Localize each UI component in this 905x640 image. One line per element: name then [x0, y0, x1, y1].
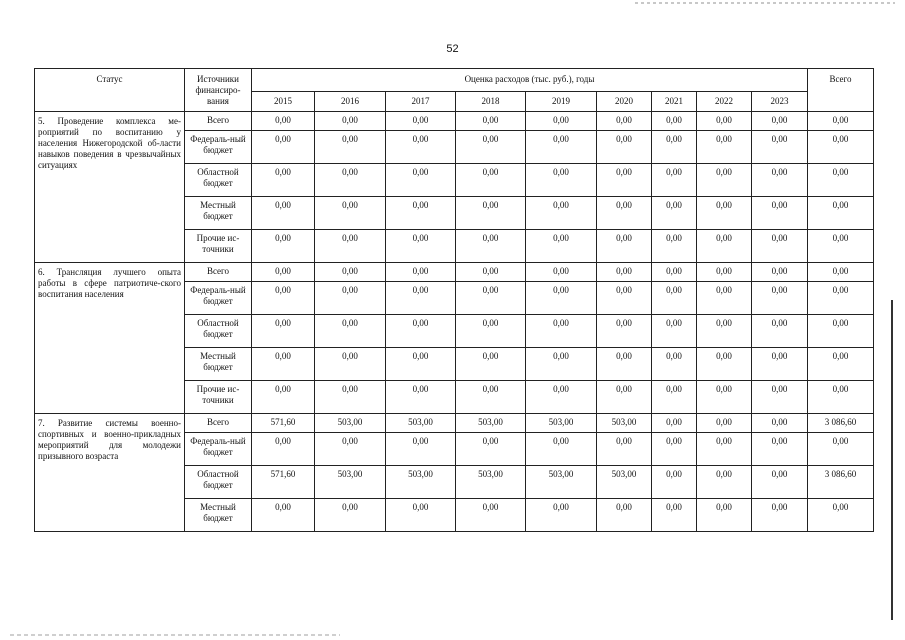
value-cell: 0,00 [752, 197, 808, 230]
header-year: 2018 [456, 92, 526, 112]
value-cell: 0,00 [752, 499, 808, 532]
value-cell: 0,00 [252, 315, 315, 348]
source-cell: Всего [185, 263, 252, 282]
value-cell: 0,00 [652, 315, 697, 348]
value-cell: 0,00 [652, 348, 697, 381]
page-number: 52 [446, 43, 459, 55]
scan-artifact-right [891, 300, 893, 620]
header-sources: Источники финансиро-вания [185, 69, 252, 112]
status-cell: 7. Развитие системы военно-спортивных и военно-прикладных мероприятий для молодежи призывного возраста [35, 414, 185, 532]
value-cell: 0,00 [752, 282, 808, 315]
value-cell: 0,00 [315, 499, 386, 532]
value-cell: 0,00 [697, 433, 752, 466]
budget-table [34, 68, 874, 532]
total-cell: 0,00 [808, 499, 874, 532]
value-cell: 0,00 [456, 348, 526, 381]
value-cell: 571,60 [252, 466, 315, 499]
value-cell: 0,00 [386, 230, 456, 263]
value-cell: 503,00 [386, 466, 456, 499]
value-cell: 0,00 [526, 315, 597, 348]
value-cell: 0,00 [752, 433, 808, 466]
value-cell: 0,00 [652, 381, 697, 414]
value-cell: 503,00 [526, 466, 597, 499]
value-cell: 0,00 [697, 348, 752, 381]
value-cell: 0,00 [252, 381, 315, 414]
value-cell: 0,00 [456, 112, 526, 131]
header-year: 2017 [386, 92, 456, 112]
value-cell: 0,00 [597, 263, 652, 282]
value-cell: 0,00 [652, 164, 697, 197]
total-cell: 0,00 [808, 315, 874, 348]
value-cell: 571,60 [252, 414, 315, 433]
value-cell: 0,00 [597, 164, 652, 197]
value-cell: 0,00 [386, 112, 456, 131]
value-cell: 0,00 [597, 381, 652, 414]
total-cell: 0,00 [808, 263, 874, 282]
table-row [35, 112, 874, 131]
value-cell: 0,00 [526, 282, 597, 315]
value-cell: 503,00 [315, 466, 386, 499]
value-cell: 503,00 [597, 466, 652, 499]
value-cell: 0,00 [386, 263, 456, 282]
scan-artifact-bottom [10, 634, 340, 636]
header-year: 2020 [597, 92, 652, 112]
header-year: 2019 [526, 92, 597, 112]
value-cell: 503,00 [386, 414, 456, 433]
header-year: 2015 [252, 92, 315, 112]
value-cell: 0,00 [252, 433, 315, 466]
header-total: Всего [808, 69, 874, 112]
value-cell: 0,00 [315, 433, 386, 466]
value-cell: 0,00 [597, 230, 652, 263]
value-cell: 0,00 [456, 433, 526, 466]
status-cell: 5. Проведение комплекса ме-роприятий по воспитанию у населения Нижегородской об-ласти навыков поведения в чрезвычайных ситуациях [35, 112, 185, 263]
value-cell: 0,00 [315, 131, 386, 164]
value-cell: 0,00 [315, 197, 386, 230]
value-cell: 0,00 [456, 315, 526, 348]
value-cell: 0,00 [597, 197, 652, 230]
value-cell: 0,00 [386, 315, 456, 348]
value-cell: 0,00 [526, 433, 597, 466]
value-cell: 0,00 [252, 197, 315, 230]
value-cell: 0,00 [697, 112, 752, 131]
value-cell: 503,00 [315, 414, 386, 433]
value-cell: 0,00 [526, 499, 597, 532]
value-cell: 0,00 [752, 131, 808, 164]
value-cell: 0,00 [456, 131, 526, 164]
value-cell: 0,00 [386, 131, 456, 164]
value-cell: 0,00 [386, 197, 456, 230]
source-cell: Прочие ис-точники [185, 230, 252, 263]
source-cell: Всего [185, 112, 252, 131]
header-year: 2022 [697, 92, 752, 112]
value-cell: 0,00 [526, 230, 597, 263]
value-cell: 0,00 [252, 499, 315, 532]
value-cell: 0,00 [386, 164, 456, 197]
value-cell: 0,00 [652, 433, 697, 466]
value-cell: 0,00 [697, 414, 752, 433]
value-cell: 0,00 [526, 164, 597, 197]
value-cell: 0,00 [315, 164, 386, 197]
source-cell: Федераль-ный бюджет [185, 131, 252, 164]
table-row [35, 414, 874, 433]
value-cell: 0,00 [697, 197, 752, 230]
total-cell: 0,00 [808, 164, 874, 197]
value-cell: 0,00 [526, 381, 597, 414]
value-cell: 0,00 [252, 282, 315, 315]
value-cell: 0,00 [252, 131, 315, 164]
value-cell: 0,00 [652, 466, 697, 499]
value-cell: 0,00 [456, 197, 526, 230]
value-cell: 0,00 [526, 263, 597, 282]
value-cell: 0,00 [386, 348, 456, 381]
value-cell: 0,00 [652, 230, 697, 263]
value-cell: 0,00 [456, 282, 526, 315]
value-cell: 0,00 [597, 131, 652, 164]
value-cell: 0,00 [456, 164, 526, 197]
value-cell: 0,00 [252, 164, 315, 197]
source-cell: Областной бюджет [185, 315, 252, 348]
value-cell: 0,00 [456, 230, 526, 263]
total-cell: 0,00 [808, 230, 874, 263]
source-cell: Местный бюджет [185, 197, 252, 230]
value-cell: 0,00 [315, 263, 386, 282]
value-cell: 0,00 [597, 499, 652, 532]
value-cell: 0,00 [652, 414, 697, 433]
value-cell: 0,00 [697, 315, 752, 348]
source-cell: Федераль-ный бюджет [185, 433, 252, 466]
value-cell: 0,00 [652, 282, 697, 315]
value-cell: 0,00 [315, 381, 386, 414]
value-cell: 0,00 [315, 348, 386, 381]
value-cell: 503,00 [526, 414, 597, 433]
source-cell: Всего [185, 414, 252, 433]
value-cell: 0,00 [597, 433, 652, 466]
value-cell: 0,00 [597, 112, 652, 131]
value-cell: 0,00 [456, 381, 526, 414]
source-cell: Местный бюджет [185, 499, 252, 532]
value-cell: 0,00 [697, 499, 752, 532]
value-cell: 0,00 [526, 131, 597, 164]
status-cell: 6. Трансляция лучшего опыта работы в сфере патриотиче-ского воспитания населения [35, 263, 185, 414]
value-cell: 0,00 [252, 263, 315, 282]
value-cell: 0,00 [697, 466, 752, 499]
value-cell: 0,00 [752, 164, 808, 197]
value-cell: 0,00 [697, 381, 752, 414]
total-cell: 0,00 [808, 197, 874, 230]
value-cell: 0,00 [752, 414, 808, 433]
source-cell: Прочие ис-точники [185, 381, 252, 414]
value-cell: 0,00 [697, 282, 752, 315]
value-cell: 0,00 [315, 112, 386, 131]
value-cell: 0,00 [315, 315, 386, 348]
header-year: 2016 [315, 92, 386, 112]
total-cell: 3 086,60 [808, 414, 874, 433]
total-cell: 0,00 [808, 282, 874, 315]
value-cell: 503,00 [456, 466, 526, 499]
value-cell: 0,00 [252, 230, 315, 263]
value-cell: 0,00 [652, 112, 697, 131]
value-cell: 0,00 [386, 381, 456, 414]
value-cell: 0,00 [752, 230, 808, 263]
value-cell: 0,00 [386, 282, 456, 315]
value-cell: 0,00 [526, 197, 597, 230]
scan-artifact-top [635, 2, 895, 4]
value-cell: 0,00 [697, 164, 752, 197]
value-cell: 0,00 [386, 433, 456, 466]
source-cell: Местный бюджет [185, 348, 252, 381]
value-cell: 0,00 [652, 197, 697, 230]
table-header [35, 69, 874, 112]
value-cell: 0,00 [252, 112, 315, 131]
value-cell: 0,00 [752, 466, 808, 499]
value-cell: 0,00 [752, 112, 808, 131]
value-cell: 0,00 [752, 263, 808, 282]
source-cell: Областной бюджет [185, 164, 252, 197]
table-row [35, 263, 874, 282]
value-cell: 0,00 [752, 348, 808, 381]
value-cell: 0,00 [697, 131, 752, 164]
value-cell: 0,00 [752, 315, 808, 348]
value-cell: 0,00 [315, 230, 386, 263]
value-cell: 0,00 [597, 315, 652, 348]
total-cell: 0,00 [808, 112, 874, 131]
value-cell: 0,00 [697, 263, 752, 282]
header-year: 2023 [752, 92, 808, 112]
source-cell: Федераль-ный бюджет [185, 282, 252, 315]
source-cell: Областной бюджет [185, 466, 252, 499]
value-cell: 503,00 [456, 414, 526, 433]
value-cell: 0,00 [526, 112, 597, 131]
value-cell: 0,00 [652, 499, 697, 532]
value-cell: 0,00 [597, 348, 652, 381]
total-cell: 3 086,60 [808, 466, 874, 499]
total-cell: 0,00 [808, 348, 874, 381]
total-cell: 0,00 [808, 131, 874, 164]
value-cell: 0,00 [252, 348, 315, 381]
value-cell: 0,00 [597, 282, 652, 315]
total-cell: 0,00 [808, 433, 874, 466]
value-cell: 0,00 [752, 381, 808, 414]
value-cell: 0,00 [697, 230, 752, 263]
value-cell: 0,00 [652, 263, 697, 282]
value-cell: 0,00 [456, 499, 526, 532]
value-cell: 503,00 [597, 414, 652, 433]
header-status: Статус [35, 69, 185, 112]
value-cell: 0,00 [386, 499, 456, 532]
value-cell: 0,00 [456, 263, 526, 282]
value-cell: 0,00 [652, 131, 697, 164]
header-year: 2021 [652, 92, 697, 112]
table-body [35, 112, 874, 532]
total-cell: 0,00 [808, 381, 874, 414]
value-cell: 0,00 [526, 348, 597, 381]
value-cell: 0,00 [315, 282, 386, 315]
header-estimate: Оценка расходов (тыс. руб.), годы [252, 69, 808, 92]
